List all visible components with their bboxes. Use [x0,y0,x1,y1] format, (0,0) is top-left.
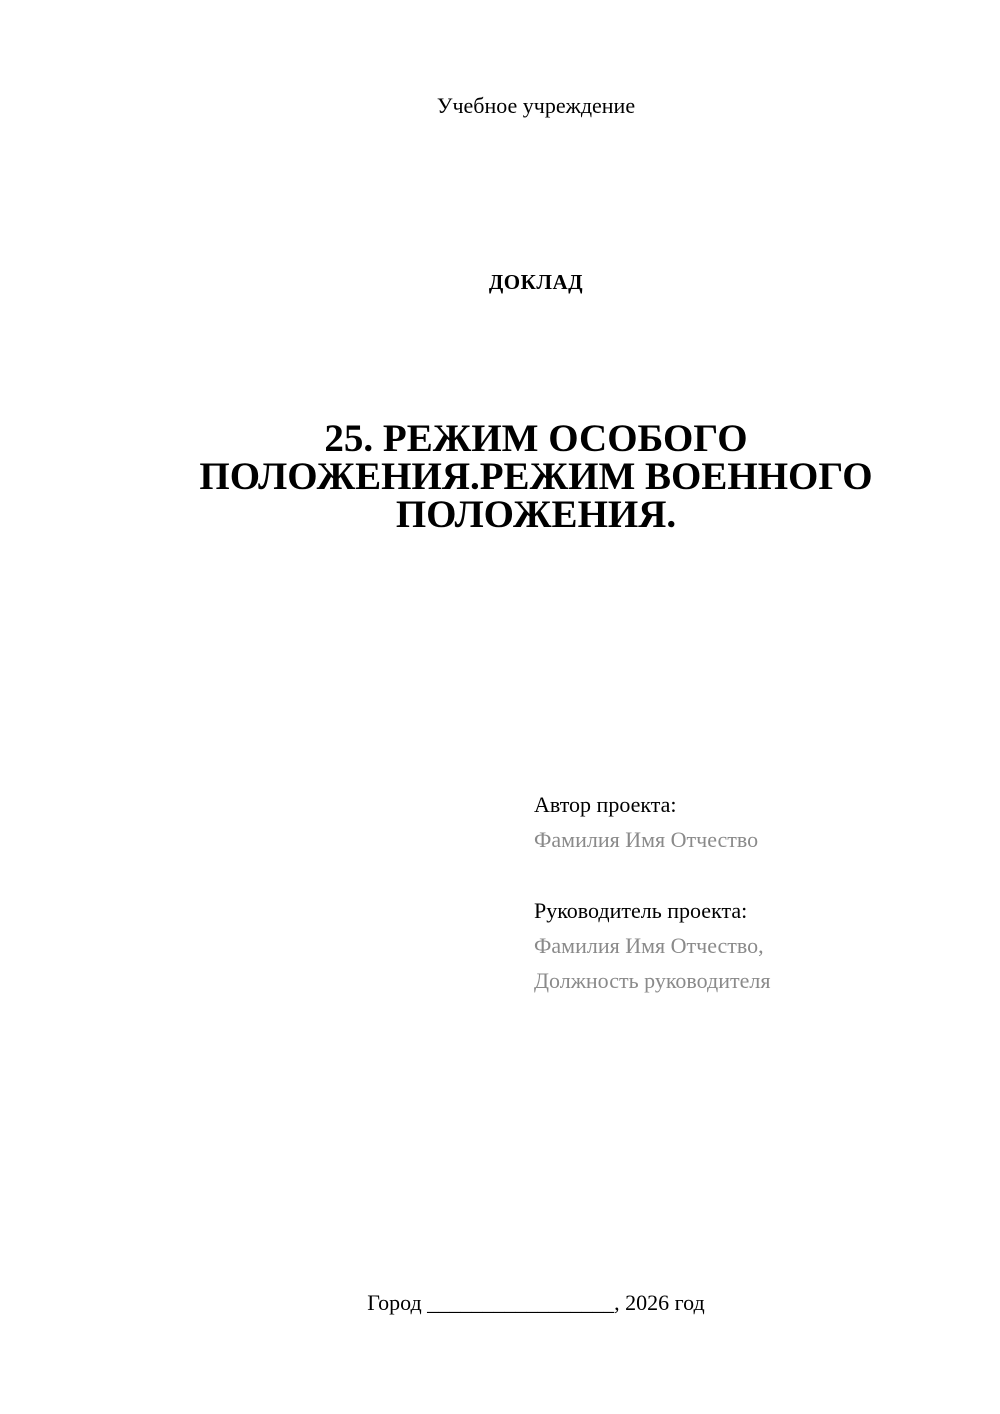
author-label: Автор проекта: [534,792,677,817]
supervisor-name: Фамилия Имя Отчество, [534,933,764,958]
author-block [534,787,974,857]
author-name: Фамилия Имя Отчество [534,827,759,852]
supervisor-label: Руководитель проекта: [534,898,748,923]
supervisor-block [534,893,974,998]
city-year-line: Город _________________, 2026 год [367,1290,705,1315]
institution-name: Учебное учреждение [436,93,636,118]
document-title: 25. РЕЖИМ ОСОБОГО ПОЛОЖЕНИЯ.РЕЖИМ ВОЕННОГО ПОЛОЖЕНИЯ. [199,417,873,536]
supervisor-position: Должность руководителя [534,968,771,993]
document-type: ДОКЛАД [488,270,584,294]
